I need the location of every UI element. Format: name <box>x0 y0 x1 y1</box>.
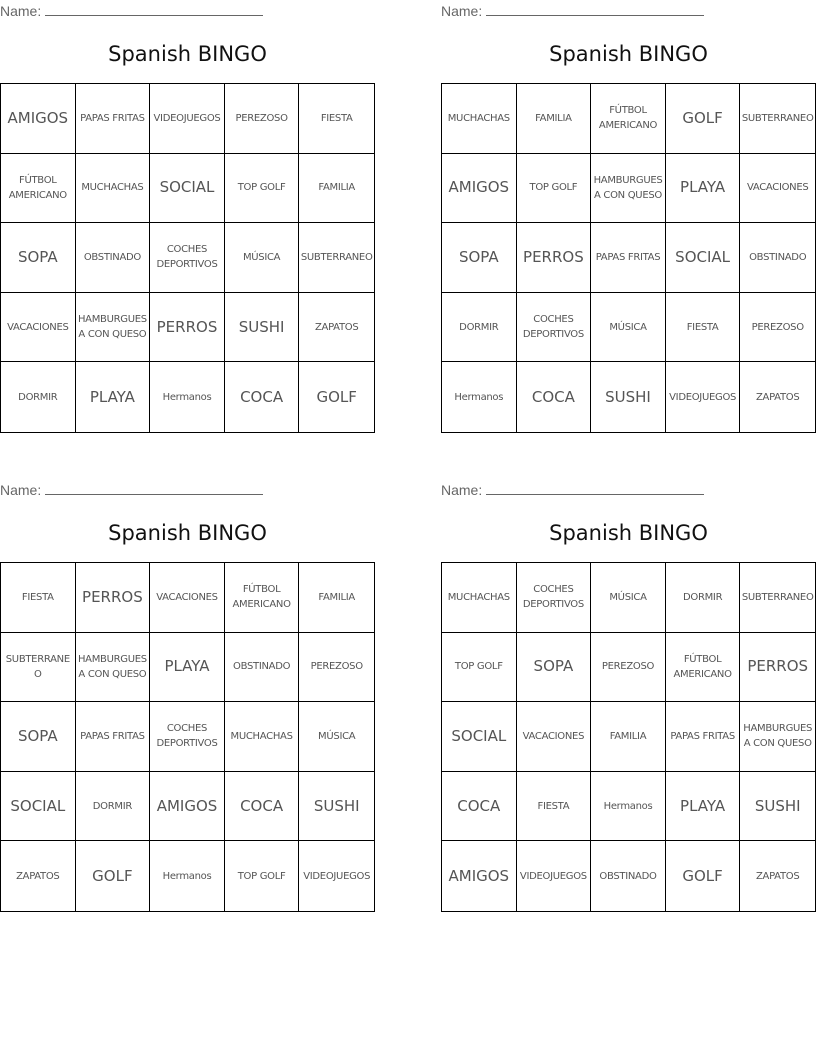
bingo-cell: DORMIR <box>442 293 517 363</box>
bingo-cell: COCA <box>442 772 517 842</box>
bingo-cell: FÚTBOL AMERICANO <box>225 563 300 633</box>
bingo-cell: SOPA <box>517 633 592 703</box>
bingo-cell: Hermanos <box>150 362 225 432</box>
bingo-cell: HAMBURGUESA CON QUESO <box>76 633 151 703</box>
bingo-cell: FAMILIA <box>299 563 374 633</box>
bingo-cell: MUCHACHAS <box>442 84 517 154</box>
card-title: Spanish BINGO <box>108 42 267 66</box>
bingo-cell: FIESTA <box>299 84 374 154</box>
bingo-cell: MÚSICA <box>299 702 374 772</box>
bingo-cell: SUBTERRANEO <box>740 563 815 633</box>
bingo-cell: MUCHACHAS <box>76 154 151 224</box>
bingo-cell: PERROS <box>517 223 592 293</box>
bingo-cell: FÚTBOL AMERICANO <box>666 633 741 703</box>
bingo-cell: SOCIAL <box>666 223 741 293</box>
bingo-cell: PLAYA <box>76 362 151 432</box>
bingo-cell: PEREZOSO <box>299 633 374 703</box>
bingo-cell: PAPAS FRITAS <box>591 223 666 293</box>
bingo-cell: OBSTINADO <box>591 841 666 911</box>
bingo-cell: COCHES DEPORTIVOS <box>517 293 592 363</box>
bingo-cell: FAMILIA <box>591 702 666 772</box>
bingo-cell: FAMILIA <box>299 154 374 224</box>
bingo-cell: SUSHI <box>299 772 374 842</box>
bingo-cell: FIESTA <box>1 563 76 633</box>
bingo-cell: PERROS <box>76 563 151 633</box>
bingo-cell: PEREZOSO <box>225 84 300 154</box>
bingo-cell: COCA <box>225 772 300 842</box>
name-field <box>441 3 704 19</box>
bingo-cell: ZAPATOS <box>299 293 374 363</box>
bingo-cell: FIESTA <box>666 293 741 363</box>
card-title: Spanish BINGO <box>549 521 708 545</box>
bingo-cell: Hermanos <box>591 772 666 842</box>
bingo-cell: SUSHI <box>740 772 815 842</box>
bingo-cell: AMIGOS <box>1 84 76 154</box>
name-blank-line <box>486 482 704 495</box>
name-label: Name: <box>0 3 42 19</box>
bingo-cell: SUBTERRANEO <box>299 223 374 293</box>
name-blank-line <box>486 3 704 16</box>
bingo-cell: OBSTINADO <box>740 223 815 293</box>
bingo-cell: PERROS <box>740 633 815 703</box>
bingo-cell: VACACIONES <box>1 293 76 363</box>
bingo-cell: SUSHI <box>591 362 666 432</box>
bingo-cell: OBSTINADO <box>225 633 300 703</box>
bingo-cell: MUCHACHAS <box>225 702 300 772</box>
bingo-grid <box>441 562 816 912</box>
bingo-cell: SOPA <box>442 223 517 293</box>
name-field <box>0 482 263 498</box>
bingo-cell: ZAPATOS <box>756 870 800 882</box>
bingo-cell: GOLF <box>666 84 741 154</box>
bingo-cell: VIDEOJUEGOS <box>517 841 592 911</box>
bingo-cell: GOLF <box>316 387 357 406</box>
bingo-cell: VIDEOJUEGOS <box>150 84 225 154</box>
bingo-cell: FÚTBOL AMERICANO <box>591 84 666 154</box>
bingo-cell: SOCIAL <box>1 772 76 842</box>
bingo-grid <box>441 83 816 433</box>
bingo-cell: TOP GOLF <box>225 154 300 224</box>
bingo-cell: PAPAS FRITAS <box>666 702 741 772</box>
bingo-cell: AMIGOS <box>442 154 517 224</box>
bingo-cell: DORMIR <box>76 772 151 842</box>
bingo-cell: COCA <box>517 362 592 432</box>
bingo-cell: COCA <box>225 362 300 432</box>
bingo-cell: OBSTINADO <box>76 223 151 293</box>
bingo-cell: COCHES DEPORTIVOS <box>150 223 225 293</box>
bingo-grid <box>0 83 375 433</box>
bingo-cell: PEREZOSO <box>591 633 666 703</box>
bingo-grid <box>0 562 375 912</box>
bingo-cell: PLAYA <box>150 633 225 703</box>
bingo-cell: ZAPATOS <box>1 841 76 911</box>
name-label: Name: <box>0 482 42 498</box>
bingo-cell: HAMBURGUESA CON QUESO <box>591 154 666 224</box>
bingo-cell: VIDEOJUEGOS <box>666 362 741 432</box>
name-field <box>0 3 263 19</box>
bingo-cell: DORMIR <box>666 563 741 633</box>
bingo-cell: VACACIONES <box>740 154 815 224</box>
bingo-cell: FIESTA <box>517 772 592 842</box>
name-label: Name: <box>441 482 483 498</box>
bingo-cell: SUSHI <box>225 293 300 363</box>
bingo-cell: PAPAS FRITAS <box>76 702 151 772</box>
bingo-cell: FÚTBOL AMERICANO <box>1 154 76 224</box>
bingo-cell: AMIGOS <box>150 772 225 842</box>
bingo-cell: VACACIONES <box>517 702 592 772</box>
name-blank-line <box>45 482 263 495</box>
name-label: Name: <box>441 3 483 19</box>
bingo-cell: GOLF <box>76 841 151 911</box>
bingo-cell: ZAPATOS <box>756 391 800 403</box>
bingo-cell: TOP GOLF <box>442 633 517 703</box>
bingo-cell: MÚSICA <box>591 563 666 633</box>
bingo-cell: PLAYA <box>666 772 741 842</box>
bingo-cell: COCHES DEPORTIVOS <box>150 702 225 772</box>
bingo-cell: Hermanos <box>150 841 225 911</box>
name-blank-line <box>45 3 263 16</box>
bingo-cell: TOP GOLF <box>517 154 592 224</box>
name-field <box>441 482 704 498</box>
bingo-cell: COCHES DEPORTIVOS <box>517 563 592 633</box>
bingo-cell: SOCIAL <box>442 702 517 772</box>
bingo-cell: SOCIAL <box>150 154 225 224</box>
bingo-cell: GOLF <box>666 841 741 911</box>
bingo-cell: MÚSICA <box>591 293 666 363</box>
bingo-cell: PERROS <box>150 293 225 363</box>
card-title: Spanish BINGO <box>549 42 708 66</box>
bingo-cell: MÚSICA <box>225 223 300 293</box>
bingo-cell: VIDEOJUEGOS <box>303 870 371 882</box>
bingo-cell: SUBTERRANEO <box>1 633 76 703</box>
bingo-cell: FAMILIA <box>517 84 592 154</box>
bingo-cell: SUBTERRANEO <box>740 84 815 154</box>
card-title: Spanish BINGO <box>108 521 267 545</box>
bingo-cell: PLAYA <box>666 154 741 224</box>
bingo-cell: VACACIONES <box>150 563 225 633</box>
bingo-cell: MUCHACHAS <box>442 563 517 633</box>
bingo-cell: Hermanos <box>442 362 517 432</box>
bingo-cell: SOPA <box>1 702 76 772</box>
bingo-cell: DORMIR <box>1 362 76 432</box>
bingo-cell: PEREZOSO <box>740 293 815 363</box>
bingo-cell: HAMBURGUESA CON QUESO <box>740 702 815 772</box>
bingo-cell: HAMBURGUESA CON QUESO <box>76 293 151 363</box>
bingo-cell: PAPAS FRITAS <box>76 84 151 154</box>
bingo-cell: SOPA <box>1 223 76 293</box>
bingo-cell: TOP GOLF <box>225 841 300 911</box>
bingo-cell: AMIGOS <box>442 841 517 911</box>
